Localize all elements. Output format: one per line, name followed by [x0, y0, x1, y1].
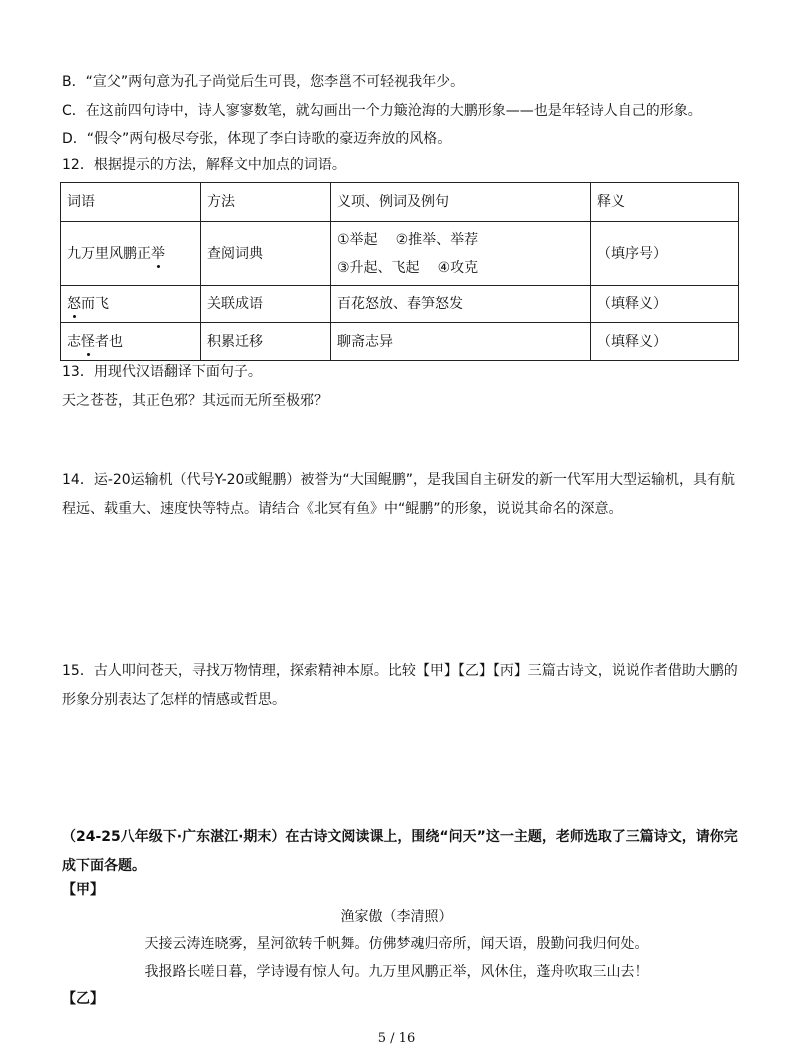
table-row — [61, 286, 739, 323]
option-c: C．在这前四句诗中，诗人寥寥数笔，就勾画出一个力簸沧海的大鹏形象——也是年轻诗人自己的形象。 — [62, 103, 702, 119]
sense-option: ③升起、飞起 — [337, 259, 420, 276]
senses-line — [337, 229, 582, 251]
dotted-char: 怪 — [81, 331, 95, 353]
label-jia: 【甲】 — [62, 882, 104, 898]
senses-cell — [331, 222, 591, 286]
header-word: 词语 — [61, 183, 201, 222]
question-14: 14．运-20运输机（代号Y-20或鲲鹏）被誉为“大国鲲鹏”，是我国自主研发的新一代军用大型运输机，具有航程远、载重大、速度快等特点。请结合《北冥有鱼》中“鲲鹏”的形象，说说其命名的深意。 — [62, 472, 735, 517]
example-cell: 百花怒放、春笋怒发 — [331, 286, 591, 323]
question-13-sentence: 天之苍苍，其正色邪？其远而无所至极邪？ — [62, 393, 328, 409]
vocabulary-table — [60, 182, 739, 361]
poem-line: 天接云涛连晓雾，星河欲转千帆舞。仿佛梦魂归帝所，闻天语，殷勤问我归何处。 — [144, 936, 649, 952]
word-text: 者也 — [95, 333, 123, 350]
table-row — [61, 323, 739, 361]
option-d: D．“假令”两句极尽夸张，体现了李白诗歌的豪迈奔放的风格。 — [62, 131, 452, 147]
sense-option: ②推举、举荐 — [395, 231, 479, 248]
method-cell: 积累迁移 — [201, 323, 331, 361]
dotted-char: 举 — [151, 243, 165, 265]
option-b: B．“宣父”两句意为孔子尚觉后生可畏，您李邕不可轻视我年少。 — [62, 74, 465, 90]
poem-line: 我报路长嗟日暮，学诗谩有惊人句。九万里风鹏正举，风休住，蓬舟吹取三山去！ — [144, 964, 649, 980]
question-13-prompt: 13．用现代汉语翻译下面句子。 — [62, 364, 262, 380]
word-text: 志 — [67, 333, 81, 350]
answer-cell: （填释义） — [591, 323, 739, 361]
dotted-char: 怒 — [67, 293, 81, 315]
question-12-prompt: 12．根据提示的方法，解释文中加点的词语。 — [62, 157, 346, 173]
answer-cell: （填释义） — [591, 286, 739, 323]
word-text: 九万里风鹏正 — [67, 245, 151, 262]
header-senses: 义项、例词及例句 — [331, 183, 591, 222]
poem-title: 渔家傲（李清照） — [340, 909, 453, 925]
question-15: 15．古人叩问苍天，寻找万物情理，探索精神本原。比较【甲】【乙】【丙】三篇古诗文，说说作者借助大鹏的形象分别表达了怎样的情感或哲思。 — [62, 663, 738, 708]
word-text: 而飞 — [81, 296, 109, 312]
table-row — [61, 222, 739, 286]
word-cell — [61, 323, 201, 361]
page-number: 5 / 16 — [377, 1031, 416, 1046]
section-intro: （24-25八年级下·广东湛江·期末）在古诗文阅读课上，围绕“问天”这一主题，老师选取了三篇诗文，请你完成下面各题。 — [62, 829, 738, 874]
example-cell: 聊斋志异 — [331, 323, 591, 361]
senses-line — [337, 257, 582, 279]
sense-option: ①举起 — [337, 231, 378, 248]
label-yi: 【乙】 — [62, 991, 104, 1007]
word-cell — [61, 286, 201, 323]
method-cell: 查阅词典 — [201, 222, 331, 286]
answer-cell: （填序号） — [591, 222, 739, 286]
method-cell: 关联成语 — [201, 286, 331, 323]
table-header-row — [61, 183, 739, 222]
sense-option: ④攻克 — [437, 259, 479, 276]
word-cell — [61, 222, 201, 286]
header-method: 方法 — [201, 183, 331, 222]
header-meaning: 释义 — [591, 183, 739, 222]
